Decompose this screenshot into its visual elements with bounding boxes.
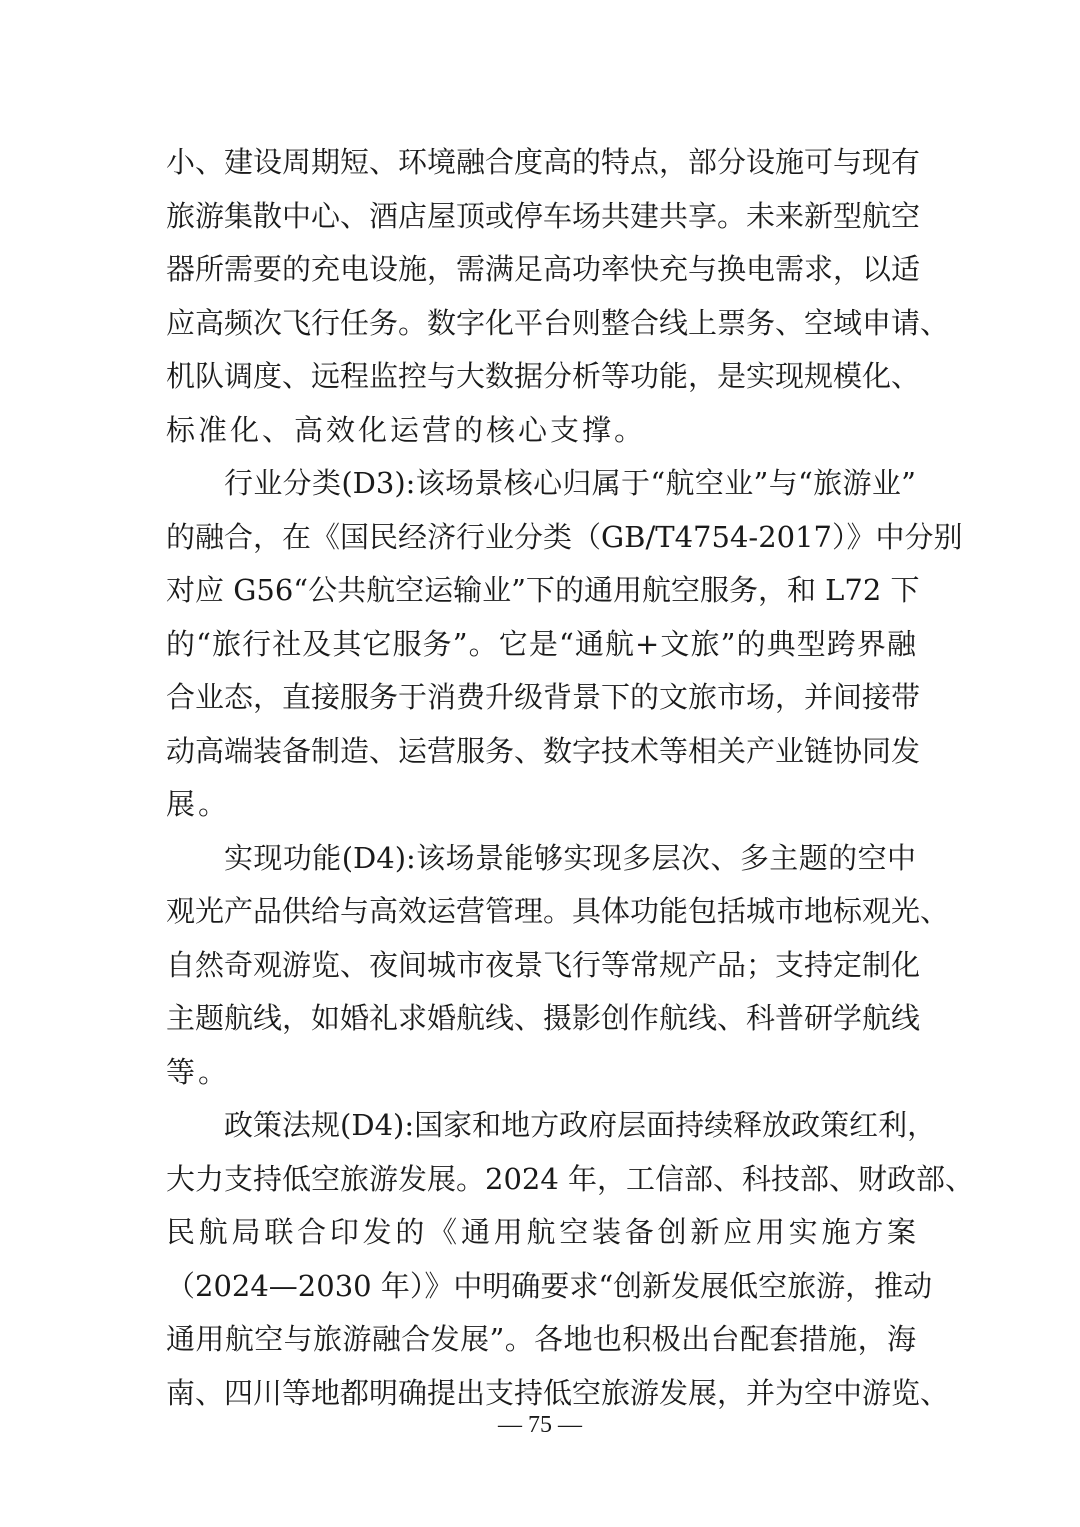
text-line: 通用航空与旅游融合发展”。各地也积极出台配套措施，海: [166, 1322, 916, 1356]
text-line: 南、四川等地都明确提出支持低空旅游发展，并为空中游览、: [166, 1375, 950, 1410]
text-line: 等。: [166, 1054, 231, 1089]
text-line: 实现功能(D4):该场景能够实现多层次、多主题的空中: [224, 840, 916, 875]
text-line: 旅游集散中心、酒店屋顶或停车场共建共享。未来新型航空: [166, 198, 921, 233]
text-line: 机队调度、远程监控与大数据分析等功能，是实现规模化、: [166, 359, 921, 393]
text-line: 行业分类(D3):该场景核心归属于“航空业”与“旅游业”: [224, 466, 916, 500]
body-text: [166, 136, 975, 1420]
text-line: 的“旅行社及其它服务”。它是“通航+文旅”的典型跨界融: [166, 626, 916, 661]
text-line: 主题航线，如婚礼求婚航线、摄影创作航线、科普研学航线: [166, 1001, 921, 1035]
text-line: 展。: [166, 787, 231, 821]
text-line: （2024—2030 年）》中明确要求“创新发展低空旅游，推动: [166, 1268, 933, 1303]
text-line: 小、建设周期短、环境融合度高的特点，部分设施可与现有: [166, 145, 921, 179]
text-line: 民航局联合印发的《通用航空装备创新应用实施方案: [166, 1215, 916, 1249]
page-number: — 75 —: [498, 1412, 582, 1438]
text-line: 标准化、高效化运营的核心支撑。: [166, 412, 647, 447]
text-line: 的融合，在《国民经济行业分类（GB/T4754-2017）》中分别: [166, 519, 963, 554]
text-line: 应高频次飞行任务。数字化平台则整合线上票务、空域申请、: [166, 305, 950, 340]
text-line: 大力支持低空旅游发展。2024 年，工信部、科技部、财政部、: [166, 1161, 975, 1196]
text-line: 自然奇观游览、夜间城市夜景飞行等常规产品；支持定制化: [166, 947, 921, 982]
text-line: 合业态，直接服务于消费升级背景下的文旅市场，并间接带: [166, 680, 921, 714]
text-line: 动高端装备制造、运营服务、数字技术等相关产业链协同发: [166, 733, 921, 768]
text-line: 对应 G56“公共航空运输业”下的通用航空服务，和 L72 下: [166, 573, 920, 607]
text-line: 器所需要的充电设施，需满足高功率快充与换电需求，以适: [166, 252, 921, 286]
text-line: 政策法规(D4):国家和地方政府层面持续释放政策红利，: [224, 1108, 937, 1142]
text-line: 观光产品供给与高效运营管理。具体功能包括城市地标观光、: [166, 894, 950, 928]
